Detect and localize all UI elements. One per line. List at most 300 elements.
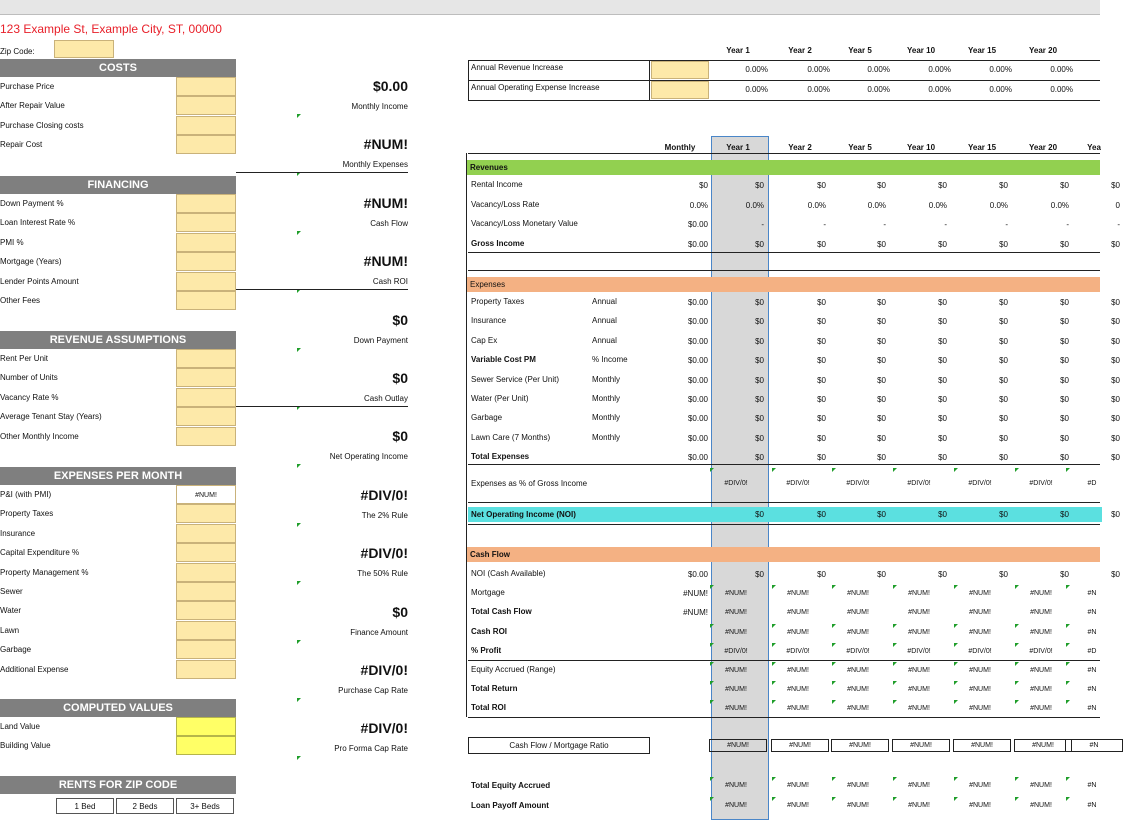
summary-value-11: #DIV/0! [360,720,408,737]
summary-label-11: Pro Forma Cap Rate [334,744,408,754]
label-costs-2: Purchase Closing costs [0,120,84,130]
summary-value-4: $0 [392,311,408,328]
revenue-row-1-cell-0: 0.0% [745,200,764,210]
cashflow-row-4-cell-5: #DIV/0! [1029,647,1053,655]
cashflow-row-0-cell-6: $0 [1111,570,1120,579]
revenue-row-2-cell-6: - [1117,220,1120,229]
section-financing-header: FINANCING [0,176,236,194]
cashflow-row-4-marker-6 [1066,643,1070,647]
assump-value-0-4: 0.00% [989,65,1012,74]
label-financing-2: PMI % [0,237,24,247]
table-header-7: Yea [1087,143,1101,152]
expense-pct-cell-3: #DIV/0! [907,480,931,487]
cashflow-row-4-marker-2 [832,643,836,647]
profit-rule [468,660,1100,661]
table-header-4: Year 10 [906,143,936,152]
input-revenue-0[interactable] [176,349,236,368]
bottom-marker-0-4 [954,777,958,781]
noi-band: Net Operating Income (NOI) [468,507,1102,522]
expense-row-1-cell-2: $0 [877,317,886,327]
revenue-row-1-cell-1: 0.0% [807,200,826,210]
expense-row-6-cell-2: $0 [877,414,886,424]
summary-value-0: $0.00 [372,78,408,94]
summary-label-9: Finance Amount [350,627,408,637]
noi-cell-6: $0 [1111,510,1120,519]
input-expenses-3[interactable] [176,543,236,562]
cashflow-row-7-marker-0 [710,700,714,704]
input-revenue-1[interactable] [176,368,236,387]
bottom-marker-1-2 [832,797,836,801]
cashflow-row-6-cell-0: #NUM! [725,686,747,694]
expense-row-7-cell-4: $0 [999,433,1008,443]
expense-row-5-cell-0: $0 [755,395,764,404]
cashflow-row-4-cell-4: #DIV/0! [968,647,992,655]
label-financing-4: Lender Points Amount [0,276,79,286]
bottom-cell-1-3: #NUM! [908,802,930,809]
cashflow-row-0-cell-0: $0 [755,570,764,579]
expense-row-5-cell-6: $0 [1111,395,1120,404]
expense-row-7-label: Lawn Care (7 Months) [471,432,551,442]
input-expenses-9[interactable] [176,660,236,679]
assump-label-0: Annual Revenue Increase [471,63,564,72]
summary-value-2: #NUM! [363,194,408,211]
section-expenses-header: EXPENSES PER MONTH [0,467,236,485]
table-header-6: Year 20 [1028,143,1058,152]
cashflow-row-0-cell-2: $0 [877,570,886,579]
expenses-total-rule [468,464,1100,465]
expense-row-1-freq: Annual [592,316,617,326]
label-financing-3: Mortgage (Years) [0,257,62,267]
label-expenses-5: Sewer [0,587,23,596]
assump-rule-end [468,100,1100,101]
input-expenses-2[interactable] [176,524,236,543]
label-revenue-3: Average Tenant Stay (Years) [0,412,102,422]
cashflow-row-6-marker-6 [1066,681,1070,685]
cashflow-row-5-cell-4: #NUM! [969,667,991,674]
rent-bed-1: 2 Beds [116,798,174,814]
revenue-row-2-cell-2: - [883,220,886,229]
summary-value-9: $0 [392,603,408,620]
expense-row-5-freq: Monthly [592,394,621,403]
summary-value-7: #DIV/0! [360,486,408,503]
input-computed-0[interactable] [176,717,236,736]
revenue-row-0-cell-5: $0 [1060,181,1069,190]
cashflow-row-1-label: Mortgage [471,588,505,598]
bottom-cell-0-2: #NUM! [847,782,869,789]
property-address[interactable]: 123 Example St, Example City, ST, 00000 [0,22,222,36]
revenue-row-2-label: Vacancy/Loss Monetary Value [471,219,578,228]
expense-row-7-monthly: $0.00 [687,433,708,443]
bottom-cell-0-0: #NUM! [725,782,747,789]
input-expenses-7[interactable] [176,621,236,640]
cashflow-row-6-cell-3: #NUM! [908,686,930,694]
input-expenses-8[interactable] [176,640,236,659]
assump-value-1-5: 0.00% [1050,85,1073,94]
expense-row-6-freq: Monthly [592,413,621,423]
comment-marker-0 [297,114,301,118]
bottom-marker-0-1 [772,777,776,781]
bottom-marker-1-6 [1066,797,1070,801]
expense-row-8-cell-0: $0 [755,453,764,463]
cashflow-row-3-marker-4 [954,624,958,628]
expense-pct-marker-2 [832,468,836,472]
cashflow-band: Cash Flow [466,547,1100,562]
expense-row-4-cell-6: $0 [1111,375,1120,385]
cashflow-row-1-cell-6: #N [1087,590,1097,598]
expense-row-5-cell-5: $0 [1060,395,1069,404]
revenue-row-3-label: Gross Income [471,238,525,248]
label-revenue-1: Number of Units [0,373,58,383]
cashflow-row-5-cell-1: #NUM! [787,667,809,674]
cashflow-row-4-marker-4 [954,643,958,647]
input-costs-1[interactable] [176,96,236,115]
label-expenses-6: Water [0,606,22,616]
expense-row-5-cell-2: $0 [877,395,886,404]
expense-row-2-label: Cap Ex [471,335,498,345]
cashflow-row-7-marker-6 [1066,700,1070,704]
section-revenue-header: REVENUE ASSUMPTIONS [0,331,236,349]
bottom-marker-1-3 [893,797,897,801]
bottom-marker-1-5 [1015,797,1019,801]
assump-year-4: Year 15 [967,46,997,55]
revenue-row-0-cell-4: $0 [999,181,1008,190]
assump-mid-rule [649,60,650,100]
expense-row-4-label: Sewer Service (Per Unit) [471,374,560,384]
cashflow-row-6-marker-0 [710,681,714,685]
ratio-cell-1: #NUM! [771,739,829,752]
assump-input-1[interactable] [651,81,709,99]
comment-marker-4 [297,348,301,352]
input-costs-3[interactable] [176,135,236,154]
expense-row-4-monthly: $0.00 [687,375,708,385]
ratio-cell-6: #N [1065,739,1123,752]
expense-row-5-label: Water (Per Unit) [471,394,529,403]
cashflow-row-7-cell-0: #NUM! [725,705,747,713]
cashflow-row-3-cell-0: #NUM! [725,628,747,636]
noi-cell-3: $0 [938,510,947,519]
expense-row-1-monthly: $0.00 [687,317,708,327]
revenue-row-1-cell-2: 0.0% [867,200,886,210]
bottom-cell-0-1: #NUM! [787,782,809,789]
ratio-cell-2: #NUM! [831,739,889,752]
expense-row-2-monthly: $0.00 [687,336,708,346]
summary-rule-3 [236,289,408,290]
bottom-cell-0-3: #NUM! [908,782,930,789]
expense-row-8-cell-3: $0 [938,453,947,463]
cashflow-row-3-marker-0 [710,624,714,628]
cashflow-row-7-marker-1 [772,700,776,704]
bottom-cell-1-1: #NUM! [787,802,809,809]
expense-row-4-freq: Monthly [592,374,621,384]
input-computed-1[interactable] [176,736,236,755]
cashflow-row-2-monthly: #NUM! [683,608,708,618]
bottom-label-0: Total Equity Accrued [471,781,551,790]
noi-bottom-rule [468,524,1100,525]
bottom-marker-0-6 [1066,777,1070,781]
expense-pct-cell-4: #DIV/0! [968,480,992,487]
label-financing-0: Down Payment % [0,199,64,208]
section-rents-header: RENTS FOR ZIP CODE [0,776,236,794]
cashflow-row-3-cell-3: #NUM! [908,628,930,636]
expense-row-0-monthly: $0.00 [687,298,708,307]
cashflow-row-5-marker-6 [1066,662,1070,666]
revenue-row-3-cell-2: $0 [877,239,886,249]
expense-pct-cell-0: #DIV/0! [724,480,748,487]
input-financing-4[interactable] [176,272,236,291]
revenue-row-3-cell-3: $0 [938,239,947,249]
assump-value-1-3: 0.00% [928,85,951,94]
expense-pct-label: Expenses as % of Gross Income [471,479,588,488]
cashflow-row-6-marker-2 [832,681,836,685]
summary-label-8: The 50% Rule [357,569,408,579]
cashflow-row-1-monthly: #NUM! [683,589,708,599]
label-computed-0: Land Value [0,722,40,731]
expense-row-0-freq: Annual [592,297,617,306]
cashflow-row-1-marker-4 [954,585,958,589]
table-header-5: Year 15 [967,143,997,152]
cashflow-row-2-cell-3: #NUM! [908,609,930,617]
cashflow-row-0-cell-3: $0 [938,570,947,579]
expense-row-3-cell-4: $0 [999,356,1008,366]
bottom-cell-0-4: #NUM! [969,782,991,789]
expense-pct-cell-1: #DIV/0! [786,480,810,487]
label-expenses-1: Property Taxes [0,509,54,519]
table-header-3: Year 5 [848,143,872,152]
cashflow-row-7-cell-2: #NUM! [847,705,869,713]
cashflow-row-7-marker-3 [893,700,897,704]
rent-bed-2: 3+ Beds [176,798,234,814]
cashflow-row-5-cell-2: #NUM! [847,667,869,674]
revenue-row-2-cell-1: - [823,220,826,229]
expense-row-3-label: Variable Cost PM [471,355,536,365]
cashflow-row-5-marker-4 [954,662,958,666]
noi-cell-1: $0 [817,510,826,519]
assump-value-1-2: 0.00% [867,85,890,94]
assump-value-0-2: 0.00% [867,65,890,74]
input-financing-2[interactable] [176,233,236,252]
expense-row-3-cell-2: $0 [877,356,886,366]
zip-input[interactable] [54,40,114,58]
cashflow-row-3-marker-1 [772,624,776,628]
cashflow-row-2-cell-6: #N [1087,609,1097,617]
summary-rule-5 [236,406,408,407]
expense-row-2-cell-4: $0 [999,336,1008,346]
bottom-marker-0-2 [832,777,836,781]
expense-row-0-cell-5: $0 [1060,298,1069,307]
cashflow-row-3-marker-6 [1066,624,1070,628]
cashflow-end-rule [468,717,1100,718]
assump-year-0: Year 1 [726,46,750,55]
cashflow-row-0-monthly: $0.00 [687,570,708,579]
cashflow-row-1-cell-1: #NUM! [787,590,809,598]
cashflow-row-7-marker-4 [954,700,958,704]
expense-row-3-cell-0: $0 [755,356,764,366]
bottom-marker-1-4 [954,797,958,801]
cashflow-row-3-cell-6: #N [1087,628,1097,636]
input-costs-2[interactable] [176,116,236,135]
expense-row-6-cell-0: $0 [755,414,764,424]
comment-marker-8 [297,581,301,585]
expenses-band: Expenses [466,277,1100,292]
revenue-row-3-monthly: $0.00 [687,239,708,249]
cashflow-row-5-marker-1 [772,662,776,666]
cashflow-row-7-label: Total ROI [471,703,506,713]
expense-row-5-cell-3: $0 [938,395,947,404]
expense-row-3-cell-6: $0 [1111,356,1120,366]
cashflow-row-4-marker-5 [1015,643,1019,647]
input-financing-1[interactable] [176,213,236,232]
cashflow-row-1-marker-1 [772,585,776,589]
expense-row-7-cell-2: $0 [877,433,886,443]
cashflow-row-1-cell-4: #NUM! [969,590,991,598]
cashflow-row-5-cell-3: #NUM! [908,667,930,674]
cashflow-row-1-marker-5 [1015,585,1019,589]
bottom-cell-1-6: #N [1087,802,1097,809]
label-costs-0: Purchase Price [0,82,55,91]
summary-value-5: $0 [392,370,408,386]
summary-label-6: Net Operating Income [329,452,408,462]
input-revenue-2[interactable] [176,388,236,407]
cashflow-row-2-cell-5: #NUM! [1030,609,1052,617]
assump-value-1-0: 0.00% [745,85,768,94]
expense-row-1-cell-0: $0 [755,317,764,327]
expense-row-1-cell-4: $0 [999,317,1008,327]
summary-value-3: #NUM! [363,253,408,270]
expense-row-2-cell-3: $0 [938,336,947,346]
cashflow-row-4-cell-6: #D [1087,647,1097,655]
expense-row-0-cell-0: $0 [755,298,764,307]
table-left-rule [466,153,467,717]
revenues-end-rule [468,270,1100,271]
cashflow-row-6-label: Total Return [471,684,518,694]
comment-marker-9 [297,640,301,644]
input-financing-5[interactable] [176,291,236,310]
expense-row-6-cell-4: $0 [999,414,1008,424]
assump-label-1: Annual Operating Expense Increase [471,83,600,92]
revenue-row-0-cell-6: $0 [1111,181,1120,190]
input-expenses-5[interactable] [176,582,236,601]
comment-marker-10 [297,698,301,702]
cashflow-row-4-cell-2: #DIV/0! [846,647,870,655]
expense-row-4-cell-0: $0 [755,375,764,385]
label-revenue-0: Rent Per Unit [0,354,49,363]
bottom-cell-0-5: #NUM! [1030,782,1052,789]
bottom-marker-0-3 [893,777,897,781]
cashflow-row-4-marker-3 [893,643,897,647]
revenue-row-3-cell-4: $0 [999,239,1008,249]
bottom-marker-1-0 [710,797,714,801]
label-expenses-7: Lawn [0,625,20,635]
cashflow-row-7-cell-3: #NUM! [908,705,930,713]
label-revenue-4: Other Monthly Income [0,431,79,441]
input-financing-0[interactable] [176,194,236,213]
table-header-2: Year 2 [788,143,812,152]
cashflow-row-1-cell-0: #NUM! [725,590,747,598]
input-revenue-4[interactable] [176,427,236,446]
input-expenses-4[interactable] [176,563,236,582]
revenue-row-0-cell-1: $0 [817,181,826,190]
ratio-cell-0: #NUM! [709,739,767,752]
expense-row-1-cell-3: $0 [938,317,947,327]
expense-row-4-cell-4: $0 [999,375,1008,385]
cashflow-row-5-cell-5: #NUM! [1030,667,1052,674]
expense-row-1-cell-1: $0 [817,317,826,327]
cashflow-row-1-cell-5: #NUM! [1030,590,1052,598]
cashflow-row-1-marker-6 [1066,585,1070,589]
label-computed-1: Building Value [0,741,51,751]
revenue-row-0-cell-2: $0 [877,181,886,190]
expense-pct-marker-1 [772,468,776,472]
cashflow-row-6-marker-1 [772,681,776,685]
assump-value-0-5: 0.00% [1050,65,1073,74]
expense-row-8-cell-6: $0 [1111,453,1120,463]
revenue-row-3-cell-5: $0 [1060,239,1069,249]
label-financing-5: Other Fees [0,296,41,305]
noi-top-rule [468,502,1100,503]
expense-row-3-monthly: $0.00 [687,356,708,366]
section-costs-header: COSTS [0,59,236,77]
cashflow-row-7-cell-1: #NUM! [787,705,809,713]
assump-input-0[interactable] [651,61,709,79]
comment-marker-6 [297,464,301,468]
expense-row-2-cell-2: $0 [877,336,886,346]
expense-row-8-cell-2: $0 [877,453,886,463]
bottom-cell-1-5: #NUM! [1030,802,1052,809]
bottom-cell-1-0: #NUM! [725,802,747,809]
input-revenue-3[interactable] [176,407,236,426]
revenue-row-1-monthly: 0.0% [689,200,708,210]
label-expenses-4: Property Management % [0,567,89,577]
expense-row-7-cell-6: $0 [1111,433,1120,443]
expense-row-1-cell-6: $0 [1111,317,1120,327]
revenue-row-2-cell-3: - [944,220,947,229]
input-expenses-1[interactable] [176,504,236,523]
cashflow-row-5-cell-0: #NUM! [725,667,747,674]
label-expenses-3: Capital Expenditure % [0,548,80,558]
cashflow-row-0-label: NOI (Cash Available) [471,569,546,578]
input-costs-0[interactable] [176,77,236,96]
table-top-rule [468,153,1100,154]
cashflow-row-6-cell-5: #NUM! [1030,686,1052,694]
cashflow-row-1-cell-2: #NUM! [847,590,869,598]
revenues-total-rule [468,252,1100,253]
label-expenses-8: Garbage [0,645,32,655]
expense-row-0-cell-2: $0 [877,298,886,307]
rent-bed-0: 1 Bed [56,798,114,814]
label-costs-1: After Repair Value [0,101,65,111]
cashflow-row-6-cell-1: #NUM! [787,686,809,694]
expense-row-1-label: Insurance [471,316,507,326]
cashflow-row-6-marker-3 [893,681,897,685]
assump-value-0-1: 0.00% [807,65,830,74]
expense-pct-marker-5 [1015,468,1019,472]
input-financing-3[interactable] [176,252,236,271]
expense-row-6-label: Garbage [471,413,503,423]
revenue-row-3-cell-0: $0 [755,239,764,249]
summary-rule-1 [236,172,408,173]
cashflow-row-5-marker-3 [893,662,897,666]
revenue-row-2-cell-5: - [1066,220,1069,229]
expense-pct-marker-4 [954,468,958,472]
ratio-cell-3: #NUM! [892,739,950,752]
assump-value-0-3: 0.00% [928,65,951,74]
expense-row-0-cell-6: $0 [1111,298,1120,307]
cashflow-row-6-marker-4 [954,681,958,685]
assump-year-5: Year 20 [1028,46,1058,55]
cashflow-row-7-cell-5: #NUM! [1030,705,1052,713]
input-expenses-6[interactable] [176,601,236,620]
cashflow-row-1-marker-2 [832,585,836,589]
